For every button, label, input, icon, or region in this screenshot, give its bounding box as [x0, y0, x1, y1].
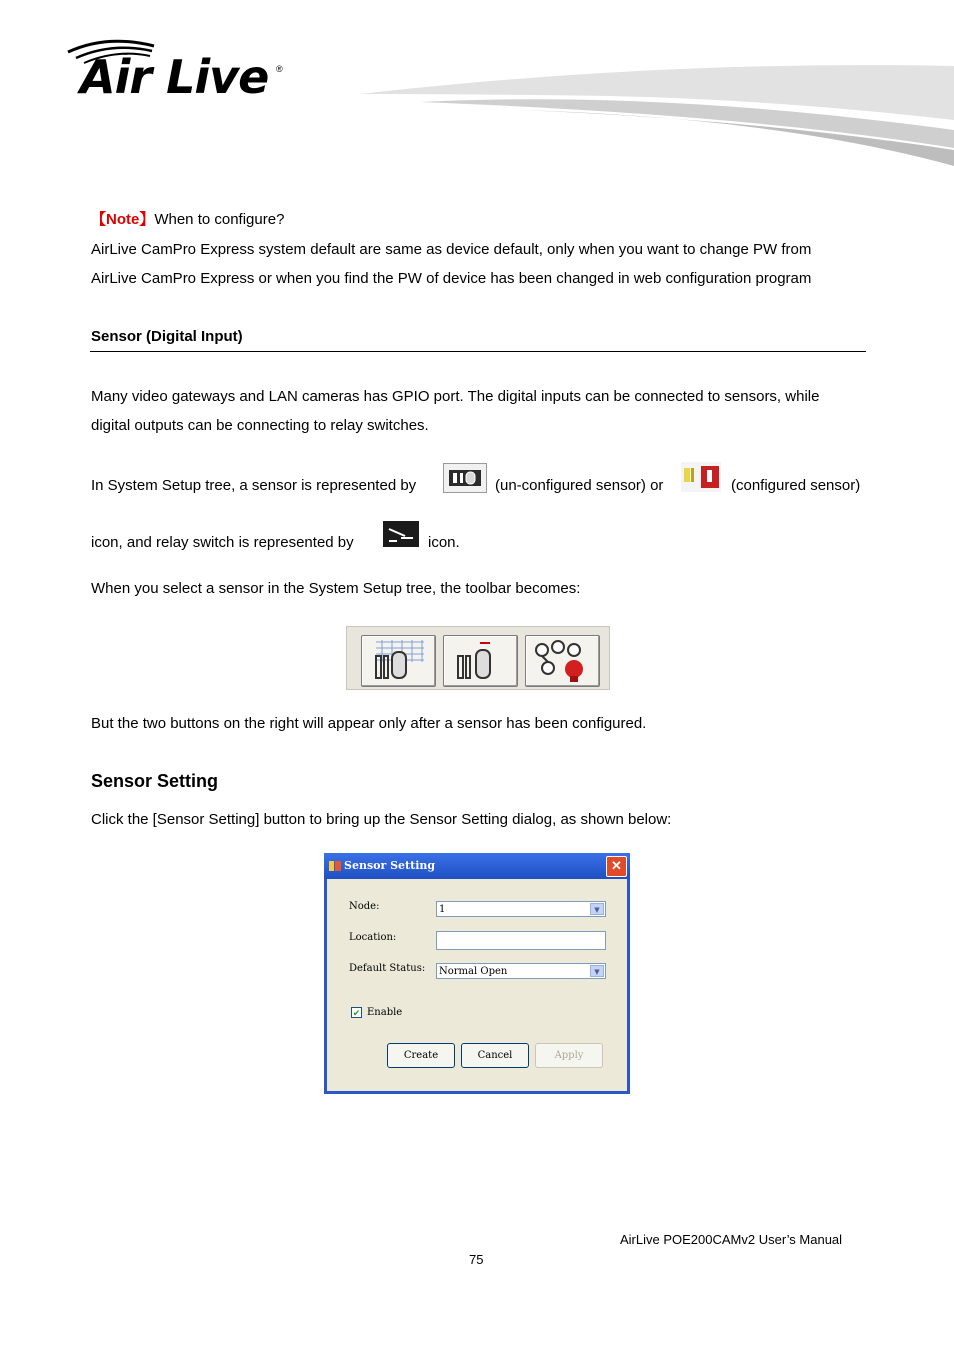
section-divider	[90, 351, 866, 352]
chevron-down-icon[interactable]: ▼	[590, 965, 604, 977]
sensor-status-button[interactable]	[443, 635, 518, 687]
sensor-setting-dialog	[324, 853, 630, 1094]
note-title: When to configure?	[154, 211, 285, 228]
location-input[interactable]	[436, 931, 606, 950]
note-tag: 【Note】	[91, 211, 155, 228]
sensor-setting-button[interactable]	[361, 635, 436, 687]
configured-sensor-icon	[681, 462, 721, 492]
registered-mark: ®	[276, 64, 283, 74]
node-select[interactable]	[436, 901, 606, 917]
sensor-setting-heading: Sensor Setting	[91, 771, 219, 791]
tree-text-a: In System Setup tree, a sensor is represented by	[91, 477, 417, 494]
chevron-down-icon[interactable]: ▼	[590, 903, 604, 915]
airlive-logo	[62, 36, 292, 106]
default-status-value: Normal Open	[439, 966, 508, 977]
footer-manual-title: AirLive POE200CAMv2 User’s Manual	[620, 1232, 843, 1247]
section-title: Sensor (Digital Input)	[91, 328, 243, 345]
sensor-event-button[interactable]	[525, 635, 600, 687]
default-status-select[interactable]	[436, 963, 606, 979]
section-para-1-line-2: digital outputs can be connecting to relay switches.	[91, 417, 429, 434]
apply-button[interactable]: Apply	[535, 1043, 603, 1068]
tree-text-d: icon, and relay switch is represented by	[91, 534, 354, 551]
unconfigured-sensor-icon	[443, 463, 487, 493]
app-icon	[328, 859, 342, 873]
cancel-button[interactable]: Cancel	[461, 1043, 529, 1068]
header-swoosh-graphic	[360, 60, 954, 170]
tree-text-b: (un-configured sensor) or	[495, 477, 664, 494]
toolbar-intro: When you select a sensor in the System Setup tree, the toolbar becomes:	[91, 580, 581, 597]
toolbar-note: But the two buttons on the right will appear only after a sensor has been configured.	[91, 715, 647, 732]
note-heading	[91, 210, 284, 230]
enable-label: Enable	[367, 1007, 403, 1018]
enable-checkbox[interactable]: ✔	[352, 1008, 361, 1018]
page-number: 75	[469, 1252, 484, 1267]
location-label: Location:	[349, 932, 397, 943]
node-value: 1	[439, 904, 446, 915]
dialog-titlebar[interactable]	[324, 853, 630, 879]
dialog-title: Sensor Setting	[344, 859, 436, 872]
logo-wordmark: Air Live	[80, 50, 269, 104]
close-icon[interactable]: ✕	[606, 856, 627, 877]
tree-text-e: icon.	[428, 534, 460, 551]
section-para-1-line-1: Many video gateways and LAN cameras has GPIO port. The digital inputs can be connected to sensors, while	[91, 388, 820, 405]
node-label: Node:	[349, 901, 380, 912]
sensor-toolbar	[346, 626, 610, 690]
relay-switch-icon	[383, 521, 419, 547]
sensor-setting-intro: Click the [Sensor Setting] button to bring up the Sensor Setting dialog, as shown below:	[91, 811, 672, 828]
dialog-body	[327, 879, 627, 1091]
note-line-1: AirLive CamPro Express system default are same as device default, only when you want to change PW from	[91, 241, 812, 258]
tree-text-c: (configured sensor)	[731, 477, 861, 494]
create-button[interactable]: Create	[387, 1043, 455, 1068]
note-line-2: AirLive CamPro Express or when you find the PW of device has been changed in web configuration program	[91, 270, 812, 287]
default-status-label: Default Status:	[349, 963, 426, 974]
